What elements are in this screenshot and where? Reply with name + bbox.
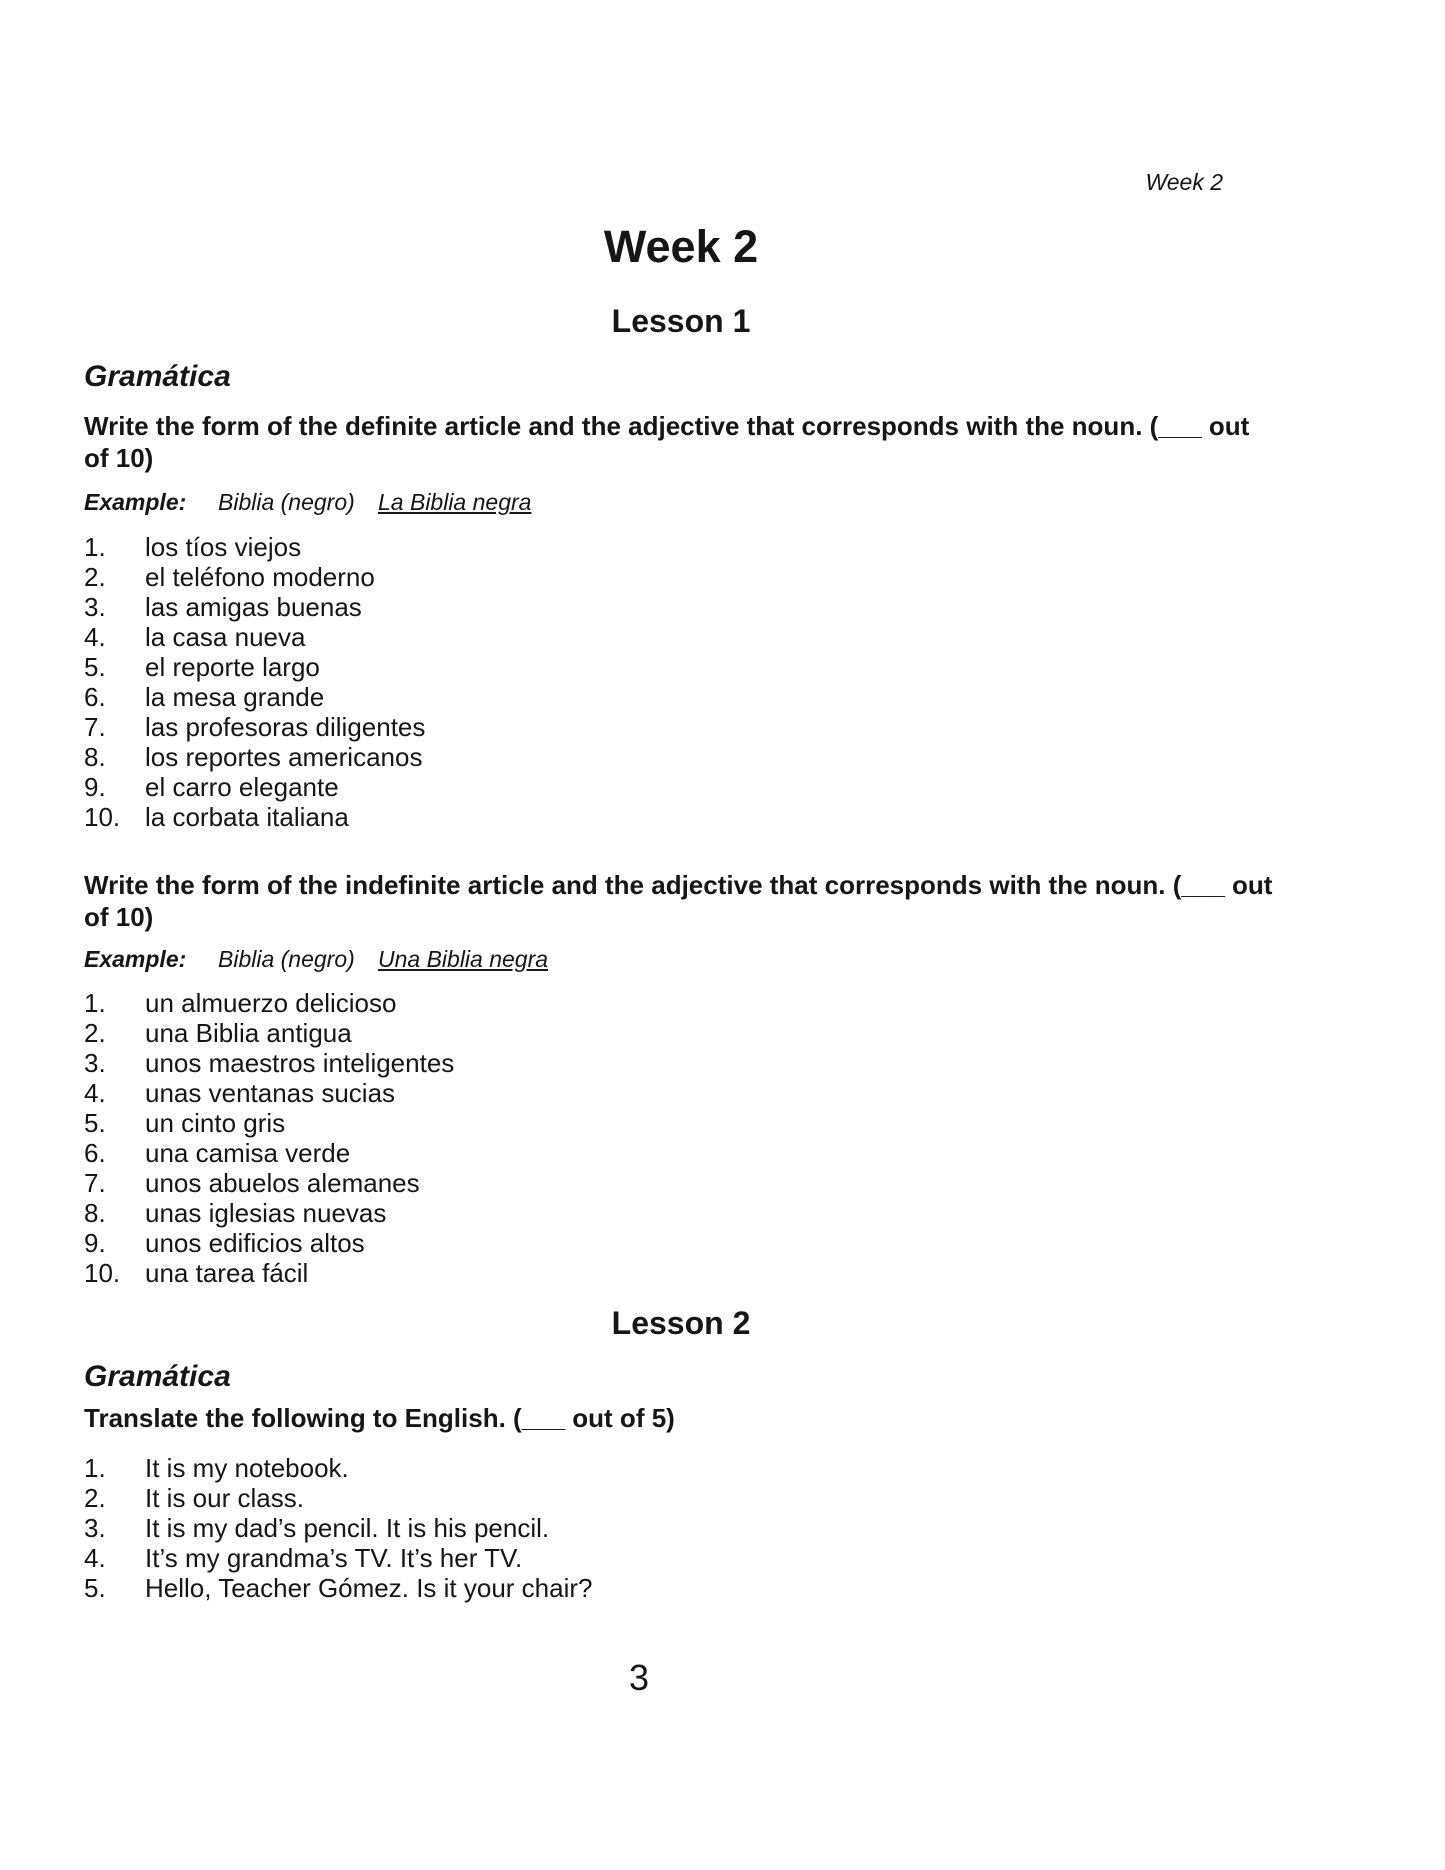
- item-text: una camisa verde: [145, 1138, 351, 1168]
- list-item: [84, 1258, 1278, 1288]
- instructions-line1: Write the form of the indefinite article and the adjective that corresponds with the noun. (___ out: [84, 870, 1273, 900]
- item-number: 1.: [84, 988, 106, 1018]
- item-number: 5.: [84, 1108, 106, 1138]
- item-text: un cinto gris: [145, 1108, 286, 1138]
- item-text: las amigas buenas: [145, 592, 362, 622]
- list-item: [84, 1573, 1278, 1603]
- list-item: [84, 1453, 1278, 1483]
- item-number: 1.: [84, 1452, 106, 1483]
- item-text: unos maestros inteligentes: [145, 1048, 455, 1078]
- item-text: el reporte largo: [145, 652, 320, 682]
- definite-article-list: [84, 532, 1278, 832]
- item-number: 2.: [84, 1482, 106, 1513]
- item-text: unas ventanas sucias: [145, 1078, 396, 1108]
- item-number: 6.: [84, 1138, 106, 1168]
- list-item: [84, 802, 1278, 832]
- list-item: [84, 592, 1278, 622]
- item-number: 3.: [84, 1512, 106, 1543]
- item-number: 6.: [84, 682, 106, 712]
- translate-list: [84, 1453, 1278, 1603]
- indefinite-article-list: [84, 988, 1278, 1288]
- lesson1-gramatica-heading: Gramática: [84, 360, 231, 393]
- definite-exercise-instructions: [84, 411, 1278, 474]
- item-number: 9.: [84, 772, 106, 802]
- item-text: los reportes americanos: [145, 742, 423, 772]
- item-number: 3.: [84, 592, 106, 622]
- item-text: un almuerzo delicioso: [145, 988, 397, 1018]
- list-item: [84, 682, 1278, 712]
- example-answer: Una Biblia negra: [378, 946, 549, 972]
- example-label: Example:: [84, 489, 187, 515]
- item-number: 10.: [84, 1258, 121, 1288]
- list-item: [84, 1048, 1278, 1078]
- item-number: 4.: [84, 622, 106, 652]
- item-text: el teléfono moderno: [145, 562, 375, 592]
- item-text: una tarea fácil: [145, 1258, 309, 1288]
- page-title: Week 2: [603, 221, 759, 272]
- list-item: [84, 742, 1278, 772]
- item-number: 5.: [84, 652, 106, 682]
- item-number: 4.: [84, 1542, 106, 1573]
- list-item: [84, 1108, 1278, 1138]
- definite-example-row: [84, 488, 1278, 516]
- item-text: una Biblia antigua: [145, 1018, 352, 1048]
- item-text: unos edificios altos: [145, 1228, 365, 1258]
- indefinite-exercise-instructions: [84, 870, 1278, 933]
- example-answer: La Biblia negra: [378, 489, 532, 515]
- item-number: 1.: [84, 532, 106, 562]
- instructions-line1: Write the form of the definite article and the adjective that corresponds with the noun. (___ out: [84, 411, 1250, 441]
- list-item: [84, 1483, 1278, 1513]
- item-number: 10.: [84, 802, 121, 832]
- list-item: [84, 988, 1278, 1018]
- item-text: It is my dad’s pencil. It is his pencil.: [145, 1512, 550, 1543]
- list-item: [84, 652, 1278, 682]
- item-text: la casa nueva: [145, 622, 306, 652]
- item-text: unos abuelos alemanes: [145, 1168, 420, 1198]
- item-number: 5.: [84, 1572, 106, 1603]
- translate-exercise-instructions: Translate the following to English. (___ out of 5): [84, 1403, 675, 1433]
- lesson2-heading: Lesson 2: [611, 1305, 751, 1341]
- list-item: [84, 772, 1278, 802]
- indefinite-example-row: [84, 945, 1278, 973]
- instructions-line2: of 10): [84, 442, 154, 473]
- list-item: [84, 1018, 1278, 1048]
- item-text: It is our class.: [145, 1482, 304, 1513]
- item-number: 8.: [84, 1198, 106, 1228]
- example-label: Example:: [84, 946, 187, 972]
- list-item: [84, 712, 1278, 742]
- list-item: [84, 1138, 1278, 1168]
- item-number: 3.: [84, 1048, 106, 1078]
- item-number: 7.: [84, 712, 106, 742]
- instructions-line2: of 10): [84, 901, 154, 932]
- page-number: 3: [628, 1657, 650, 1698]
- item-text: la mesa grande: [145, 682, 325, 712]
- item-text: It is my notebook.: [145, 1452, 349, 1483]
- list-item: [84, 622, 1278, 652]
- example-prompt: Biblia (negro): [218, 489, 355, 515]
- running-header: Week 2: [1145, 169, 1223, 195]
- list-item: [84, 1078, 1278, 1108]
- item-text: la corbata italiana: [145, 802, 349, 832]
- lesson2-gramatica-heading: Gramática: [84, 1360, 231, 1393]
- list-item: [84, 562, 1278, 592]
- item-text: los tíos viejos: [145, 532, 302, 562]
- item-text: el carro elegante: [145, 772, 339, 802]
- item-number: 9.: [84, 1228, 106, 1258]
- list-item: [84, 1228, 1278, 1258]
- item-number: 2.: [84, 1018, 106, 1048]
- list-item: [84, 1513, 1278, 1543]
- list-item: [84, 532, 1278, 562]
- list-item: [84, 1198, 1278, 1228]
- item-text: las profesoras diligentes: [145, 712, 426, 742]
- item-text: It’s my grandma’s TV. It’s her TV.: [145, 1542, 523, 1573]
- item-text: Hello, Teacher Gómez. Is it your chair?: [145, 1572, 593, 1603]
- item-number: 2.: [84, 562, 106, 592]
- item-number: 7.: [84, 1168, 106, 1198]
- item-number: 8.: [84, 742, 106, 772]
- item-number: 4.: [84, 1078, 106, 1108]
- list-item: [84, 1168, 1278, 1198]
- lesson1-heading: Lesson 1: [611, 303, 751, 339]
- example-prompt: Biblia (negro): [218, 946, 355, 972]
- list-item: [84, 1543, 1278, 1573]
- item-text: unas iglesias nuevas: [145, 1198, 387, 1228]
